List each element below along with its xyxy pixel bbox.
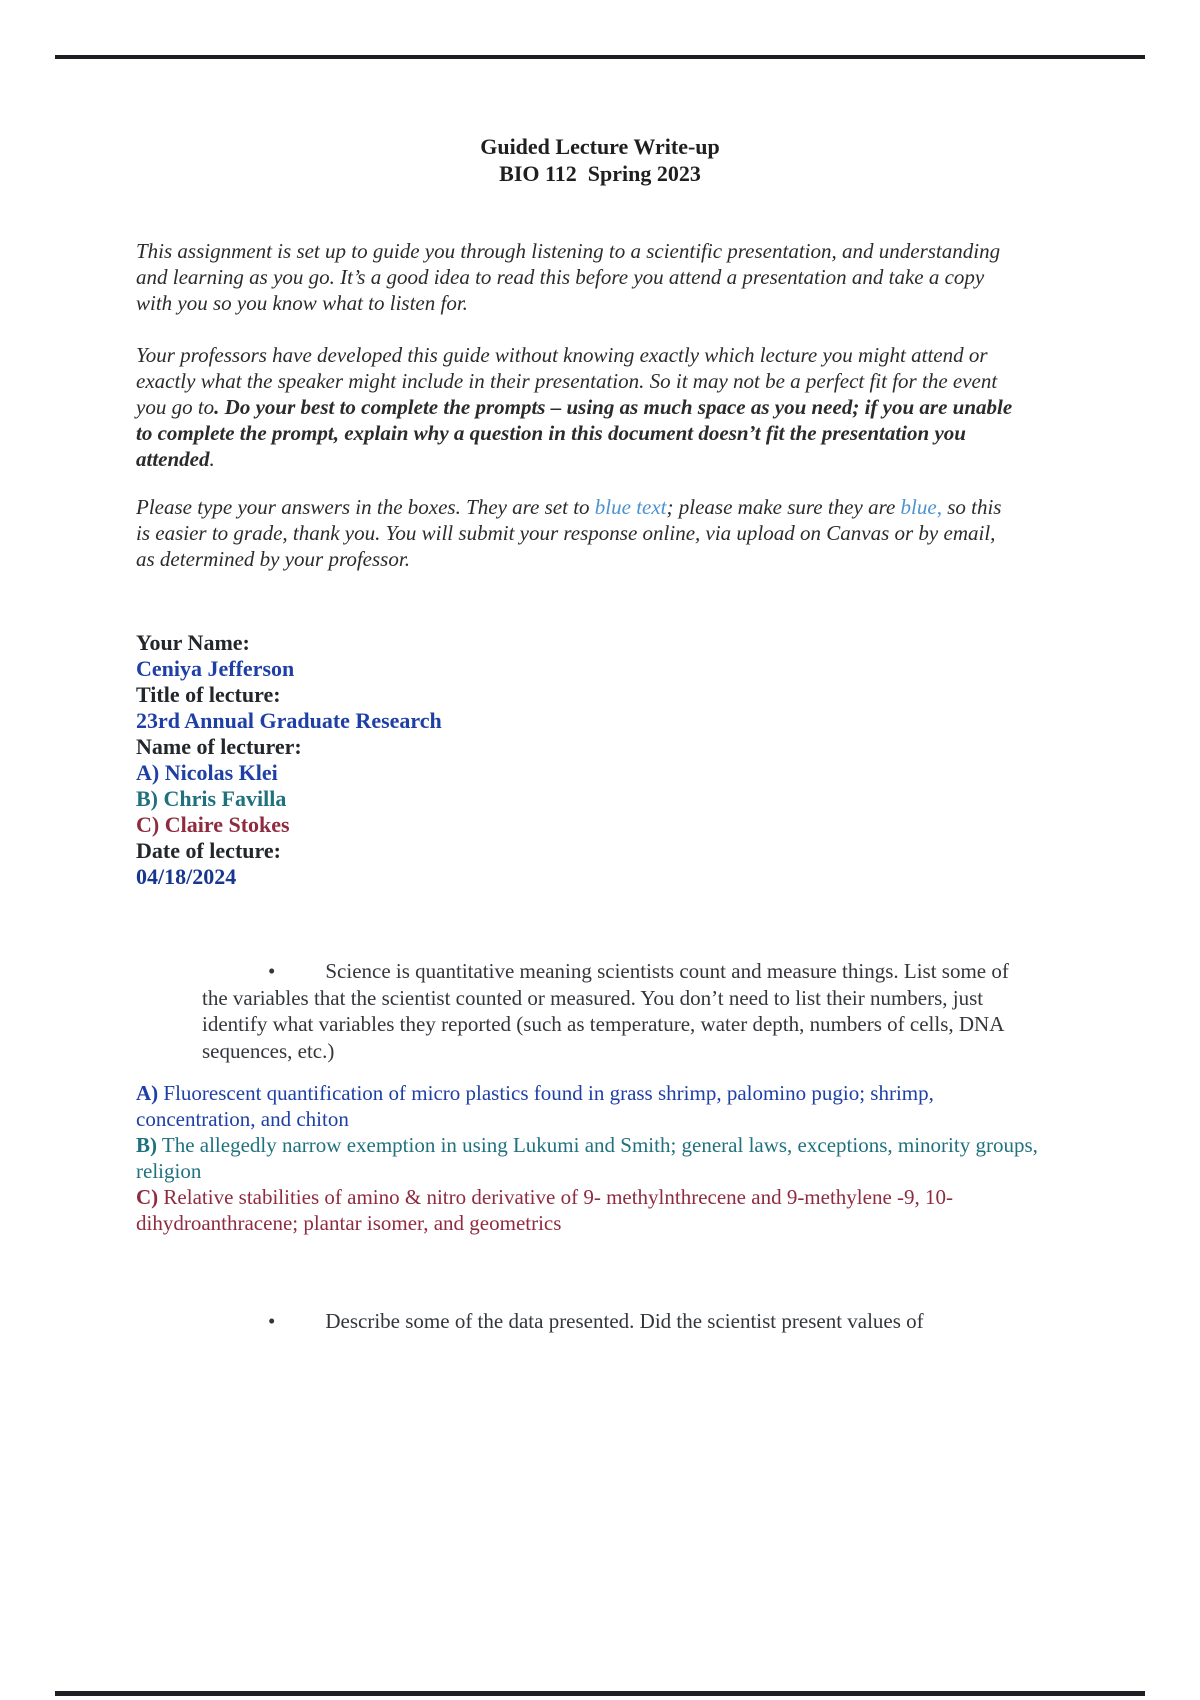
lecturer-b-value: B) Chris Favilla (136, 786, 287, 811)
intro-paragraph-2 (136, 342, 1016, 472)
your-name-value: Ceniya Jefferson (136, 656, 295, 681)
prompt-bullet-2-text: Describe some of the data presented. Did the scientist present values of (325, 1309, 924, 1333)
intro-paragraph-2-bold: . Do your best to complete the prompts – using as much space as you need; if you are unable to complete the prompt, explain why a question in this document doesn’t fit the presentation you attended (136, 395, 1013, 471)
answer-b (136, 1132, 1046, 1184)
lecture-date-value: 04/18/2024 (136, 864, 237, 889)
prompt-bullet-2 (136, 1308, 1016, 1335)
intro-paragraph-3-part3: so this is easier to grade, thank you. You will submit your response online, via upload on Canvas or by email, as determined by your professor. (136, 495, 1002, 571)
intro-paragraph-3 (136, 494, 1016, 572)
answer-a-text: Fluorescent quantification of micro plastics found in grass shrimp, palomino pugio; shrimp, concentration, and chiton (136, 1081, 934, 1131)
top-rule (55, 55, 1145, 59)
answer-c (136, 1184, 1046, 1236)
answer-c-label: C) (136, 1185, 159, 1209)
lecture-info-block (136, 630, 1016, 890)
answer-b-label: B) (136, 1133, 157, 1157)
lecture-title-label: Title of lecture: (136, 682, 281, 707)
intro-paragraph-2-tail: . (209, 447, 215, 471)
bullet-icon: • (268, 1309, 276, 1333)
document-header (0, 133, 1200, 187)
prompt-bullet-1-text: Science is quantitative meaning scientists count and measure things. List some of the variables that the scientist counted or measured. You don’t need to list their numbers, just identify what variables they reported (such as temperature, water depth, numbers of cells, DNA sequences, etc.) (202, 959, 1009, 1063)
lecture-title-value: 23rd Annual Graduate Research (136, 708, 442, 733)
lecture-date-label: Date of lecture: (136, 838, 281, 863)
bullet-icon: • (268, 959, 276, 983)
blue-text-sample-1: blue text (594, 495, 667, 519)
answer-a-label: A) (136, 1081, 159, 1105)
lecturer-c-value: C) Claire Stokes (136, 812, 290, 837)
prompt-bullet-1 (136, 958, 1016, 1064)
document-title-line1: Guided Lecture Write-up (480, 134, 720, 159)
answer-b-text: The allegedly narrow exemption in using Lukumi and Smith; general laws, exceptions, minority groups, religion (136, 1133, 1038, 1183)
blue-text-sample-2: blue, (900, 495, 942, 519)
intro-paragraph-1: This assignment is set up to guide you through listening to a scientific presentation, and understanding and learning as you go. It’s a good idea to read this before you attend a presentation and take a copy with you so you know what to listen for. (136, 239, 1001, 315)
document-title-line2: BIO 112 Spring 2023 (499, 161, 701, 186)
bottom-rule (55, 1691, 1145, 1696)
your-name-label: Your Name: (136, 630, 250, 655)
intro-paragraph-2-regular: Your professors have developed this guide without knowing exactly which lecture you might attend or exactly what the speaker might include in their presentation. So it may not be a perfect fit for the event you go to (136, 343, 998, 419)
answer-c-text: Relative stabilities of amino & nitro derivative of 9- methylnthrecene and 9-methylene -9, 10-dihydroanthracene; plantar isomer, and geometrics (136, 1185, 954, 1235)
answers-block (136, 1080, 1046, 1236)
intro-paragraph-3-part1: Please type your answers in the boxes. They are set to (136, 495, 595, 519)
answer-a (136, 1080, 1046, 1132)
lecturer-a-value: A) Nicolas Klei (136, 760, 278, 785)
lecturer-name-label: Name of lecturer: (136, 734, 302, 759)
intro-paragraph-3-part2: ; please make sure they are (666, 495, 901, 519)
